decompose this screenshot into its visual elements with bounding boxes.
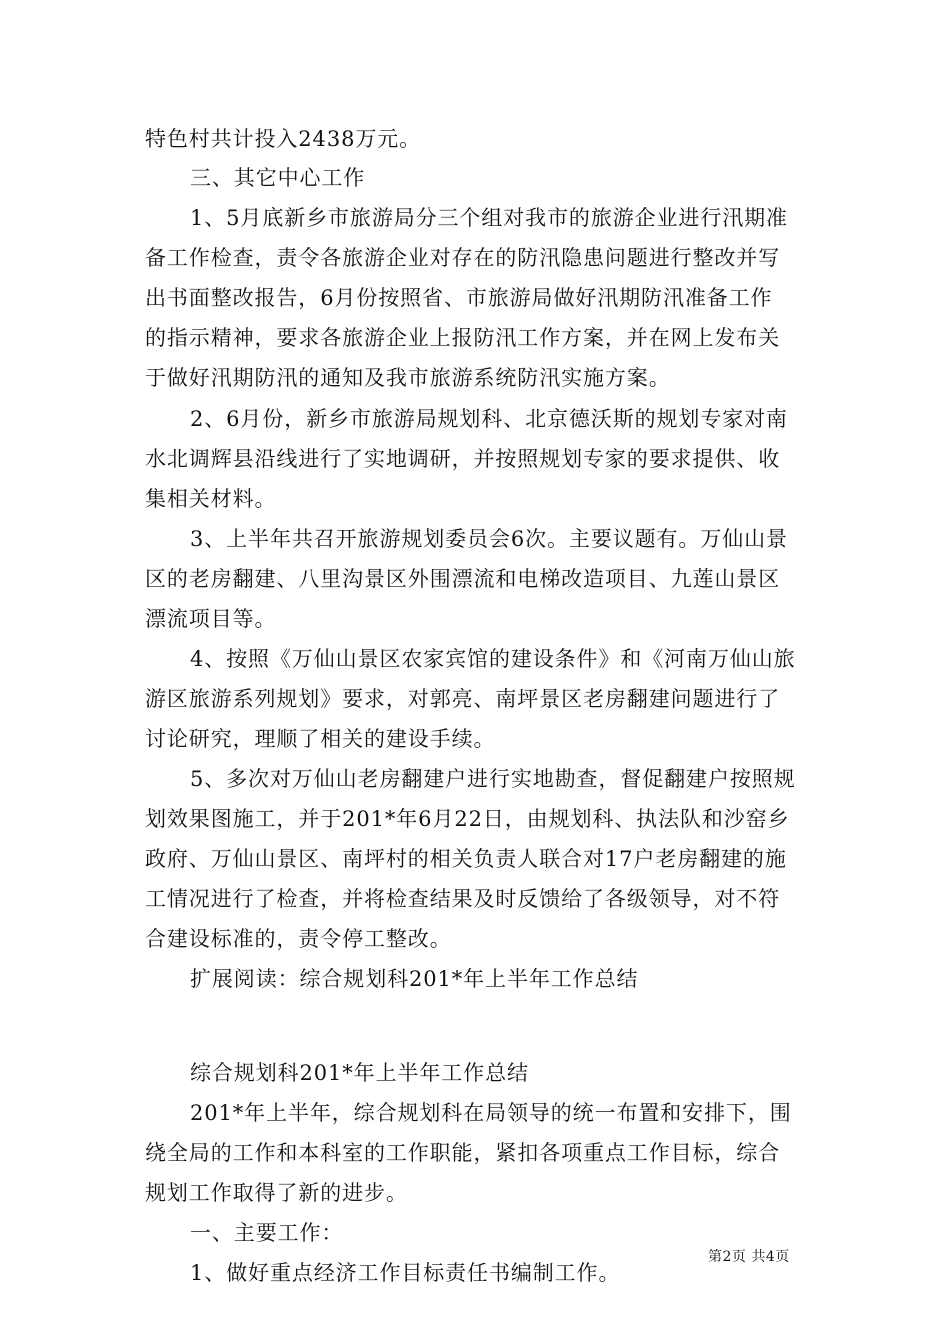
text-line: 1、5月底新乡市旅游局分三个组对我市的旅游企业进行汛期准 — [190, 206, 788, 230]
section-heading: 三、其它中心工作 — [190, 166, 366, 190]
text-line: 备工作检查，责令各旅游企业对存在的防汛隐患问题进行整改并写 — [145, 246, 781, 270]
text-line: 漂流项目等。 — [145, 607, 277, 631]
text-line: 游区旅游系列规划》要求，对郭亮、南坪景区老房翻建问题进行了 — [145, 687, 781, 711]
document-title: 综合规划科201*年上半年工作总结 — [190, 1061, 529, 1085]
text-line: 5、多次对万仙山老房翻建户进行实地勘查，督促翻建户按照规 — [190, 767, 796, 791]
text-line: 3、上半年共召开旅游规划委员会6次。主要议题有。万仙山景 — [190, 527, 788, 551]
text-line: 工情况进行了检查，并将检查结果及时反馈给了各级领导，对不符 — [145, 887, 781, 911]
text-line: 4、按照《万仙山景区农家宾馆的建设条件》和《河南万仙山旅 — [190, 647, 796, 671]
section-heading: 一、主要工作： — [190, 1221, 344, 1245]
text-line: 划效果图施工，并于201*年6月22日，由规划科、执法队和沙窑乡 — [145, 807, 790, 831]
text-line: 集相关材料。 — [145, 487, 277, 511]
text-line: 绕全局的工作和本科室的工作职能，紧扣各项重点工作目标，综合 — [145, 1141, 781, 1165]
text-line: 2、6月份，新乡市旅游局规划科、北京德沃斯的规划专家对南 — [190, 407, 788, 431]
text-line: 1、做好重点经济工作目标责任书编制工作。 — [190, 1261, 621, 1285]
text-line: 政府、万仙山景区、南坪村的相关负责人联合对17户老房翻建的施 — [145, 847, 787, 871]
text-line: 于做好汛期防汛的通知及我市旅游系统防汛实施方案。 — [145, 366, 671, 390]
text-line: 水北调辉县沿线进行了实地调研，并按照规划专家的要求提供、收 — [145, 447, 781, 471]
text-line: 区的老房翻建、八里沟景区外围漂流和电梯改造项目、九莲山景区 — [145, 567, 781, 591]
text-line: 合建设标准的，责令停工整改。 — [145, 927, 452, 951]
text-line: 201*年上半年，综合规划科在局领导的统一布置和安排下，围 — [190, 1101, 792, 1125]
text-line: 规划工作取得了新的进步。 — [145, 1181, 408, 1205]
text-line: 讨论研究，理顺了相关的建设手续。 — [145, 727, 496, 751]
extended-reading-line: 扩展阅读：综合规划科201*年上半年工作总结 — [190, 967, 639, 991]
text-line: 出书面整改报告，6月份按照省、市旅游局做好汛期防汛准备工作 — [145, 286, 773, 310]
text-line: 特色村共计投入2438万元。 — [145, 127, 422, 151]
text-line: 的指示精神，要求各旅游企业上报防汛工作方案，并在网上发布关 — [145, 326, 781, 350]
page-number: 第2页 共4页 — [708, 1249, 790, 1265]
